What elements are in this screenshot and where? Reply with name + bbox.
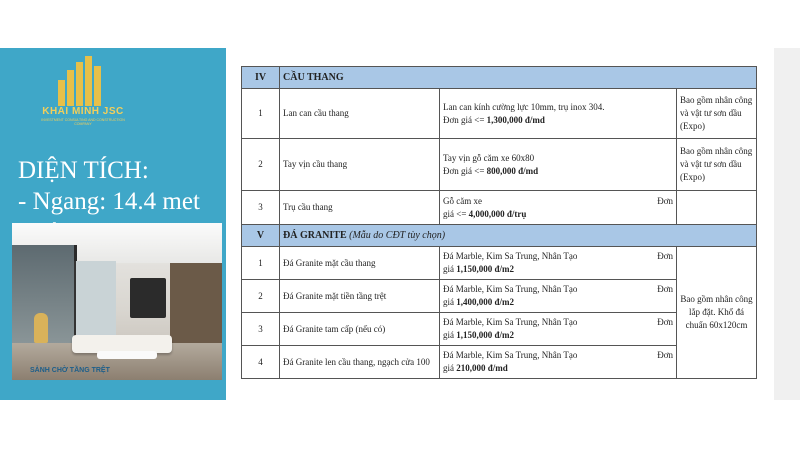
logo-name: KHAI MINH JSC	[42, 106, 124, 117]
row-note: Bao gồm nhân công và vật tư sơn dầu (Expo)	[677, 89, 757, 139]
row-no: 2	[242, 280, 280, 313]
price-table	[241, 66, 757, 379]
area-title: DIỆN TÍCH:	[18, 157, 149, 184]
row-no: 2	[242, 139, 280, 191]
row-desc: Lan can kính cường lực 10mm, trụ inox 304. Đơn giá <= 1,300,000 đ/md	[440, 89, 677, 139]
row-no: 3	[242, 313, 280, 346]
row-note	[677, 191, 757, 225]
row-item: Đá Granite mặt tiền tầng trệt	[280, 280, 440, 313]
row-item: Đá Granite len cầu thang, ngạch cửa 100	[280, 346, 440, 379]
row-no: 1	[242, 89, 280, 139]
section-header-stairs	[242, 67, 757, 89]
side-strip	[774, 48, 800, 400]
table-row	[242, 191, 757, 225]
row-desc: Đá Marble, Kim Sa Trung, Nhân Tạo Đơn giá 1,400,000 đ/m2	[440, 280, 677, 313]
row-desc: Đá Marble, Kim Sa Trung, Nhân Tạo Đơn giá 1,150,000 đ/m2	[440, 313, 677, 346]
area-width: - Ngang: 14.4 met	[18, 188, 200, 215]
row-no: 4	[242, 346, 280, 379]
row-desc: Đá Marble, Kim Sa Trung, Nhân Tạo Đơn giá 210,000 đ/md	[440, 346, 677, 379]
row-item: Lan can cầu thang	[280, 89, 440, 139]
row-item: Đá Granite mặt cầu thang	[280, 247, 440, 280]
building-icon	[56, 56, 110, 106]
logo-tagline: INVESTMENT CONSULTING AND CONSTRUCTION COMPANY	[41, 118, 125, 126]
row-note: Bao gồm nhân công và vật tư sơn dầu (Expo)	[677, 139, 757, 191]
group-note: Bao gồm nhân công lắp đặt. Khổ đá chuẩn 60x120cm	[677, 247, 757, 379]
section-header-granite	[242, 225, 757, 247]
lobby-photo	[12, 223, 222, 380]
company-logo	[38, 56, 128, 126]
row-item: Đá Granite tam cấp (nếu có)	[280, 313, 440, 346]
row-desc: Tay vịn gỗ căm xe 60x80 Đơn giá <= 800,000 đ/md	[440, 139, 677, 191]
row-item: Trụ cầu thang	[280, 191, 440, 225]
table-row	[242, 247, 757, 280]
row-no: 1	[242, 247, 280, 280]
row-item: Tay vịn cầu thang	[280, 139, 440, 191]
section-no: V	[242, 225, 280, 247]
row-desc: Đá Marble, Kim Sa Trung, Nhân Tạo Đơn giá 1,150,000 đ/m2	[440, 247, 677, 280]
row-desc: Gỗ căm xe Đơn giá <= 4,000,000 đ/trụ	[440, 191, 677, 225]
section-title: ĐÁ GRANITE (Mẫu do CĐT tùy chọn)	[280, 225, 757, 247]
table-row	[242, 89, 757, 139]
section-no: IV	[242, 67, 280, 89]
section-title: CẦU THANG	[280, 67, 757, 89]
row-no: 3	[242, 191, 280, 225]
photo-caption: SẢNH CHỜ TẦNG TRỆT	[30, 367, 110, 374]
table-row	[242, 139, 757, 191]
